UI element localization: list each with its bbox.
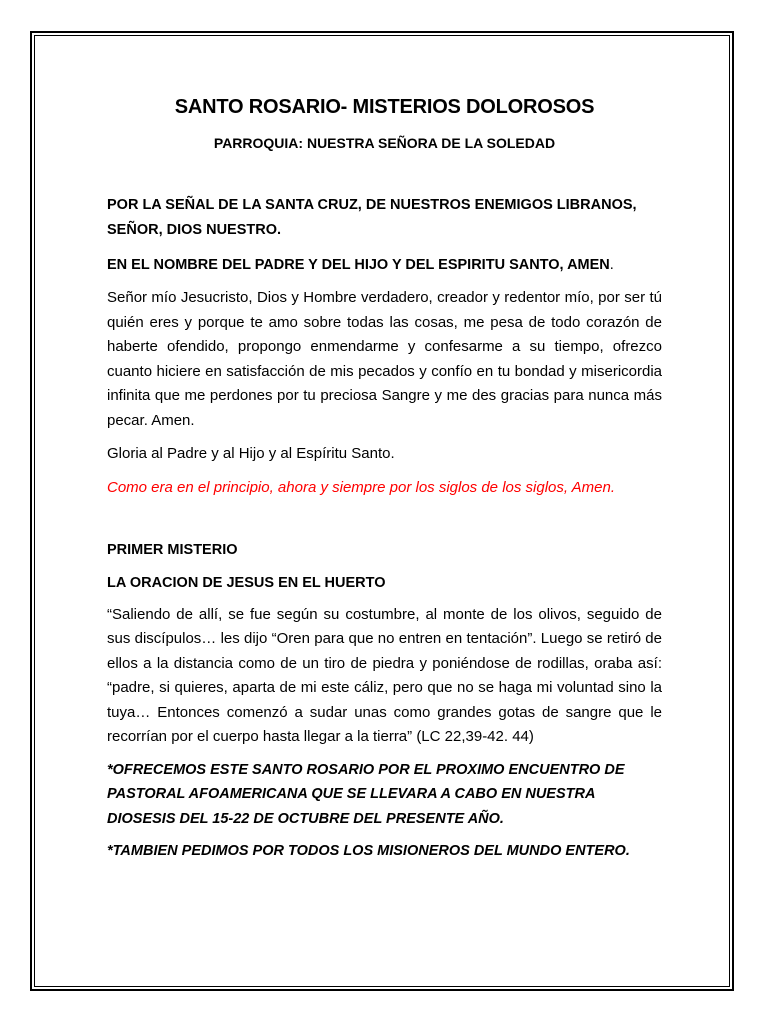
mystery-text: “Saliendo de allí, se fue según su costumbre, al monte de los olivos, seguido de sus discípulos… les dijo “Oren para que no entren en tentación”. Luego se retiró de ellos a la distancia como de un tiro de piedra y poniéndose de rodillas, oraba así: “padre, si quieres, aparta de mi este cáliz, pero que no se haga mi voluntad sino la tuya… Entonces comenzó a sudar unas como grandes gotas de sangre que le recorrían por el cuerpo hasta llegar a la tierra” (LC 22,39-42. 44) — [107, 605, 662, 745]
intention-2: *TAMBIEN PEDIMOS POR TODOS LOS MISIONEROS DEL MUNDO ENTERO. — [107, 843, 630, 859]
gloria-response: Como era en el principio, ahora y siempre por los siglos de los siglos, Amen. — [107, 478, 616, 496]
document-body — [107, 92, 662, 864]
in-the-name-text: EN EL NOMBRE DEL PADRE Y DEL HIJO Y DEL ESPIRITU SANTO, AMEN — [107, 257, 610, 273]
sign-of-cross: POR LA SEÑAL DE LA SANTA CRUZ, DE NUESTROS ENEMIGOS LIBRANOS, SEÑOR, DIOS NUESTRO. — [107, 197, 637, 238]
in-the-name-period: . — [609, 257, 614, 273]
mystery-title: LA ORACION DE JESUS EN EL HUERTO — [107, 574, 386, 591]
parish-subtitle: PARROQUIA: NUESTRA SEÑORA DE LA SOLEDAD — [213, 135, 556, 151]
mystery-number: PRIMER MISTERIO — [107, 541, 238, 558]
intention-1: *OFRECEMOS ESTE SANTO ROSARIO POR EL PROXIMO ENCUENTRO DE PASTORAL AFOAMERICANA QUE SE LLEVARA A CABO EN NUESTRA DIOSESIS DEL 15-22 DE OCTUBRE DEL PRESENTE AÑO. — [107, 761, 625, 827]
document-title: SANTO ROSARIO- MISTERIOS DOLOROSOS — [174, 96, 595, 118]
in-the-name-line — [107, 253, 662, 278]
act-of-contrition: Señor mío Jesucristo, Dios y Hombre verdadero, creador y redentor mío, por ser tú quién eres y porque te amo sobre todas las cosas, me pesa de todo corazón de haberte ofendido, propongo enmendarme y confesarme a su tiempo, ofrezco cuanto hiciere en satisfacción de mis pecados y confío en tu bondad y misericordia infinita que me perdones por tu preciosa Sangre y me des gracias para nunca más pecar. Amen. — [107, 289, 662, 429]
gloria-line: Gloria al Padre y al Hijo y al Espíritu Santo. — [107, 445, 395, 462]
